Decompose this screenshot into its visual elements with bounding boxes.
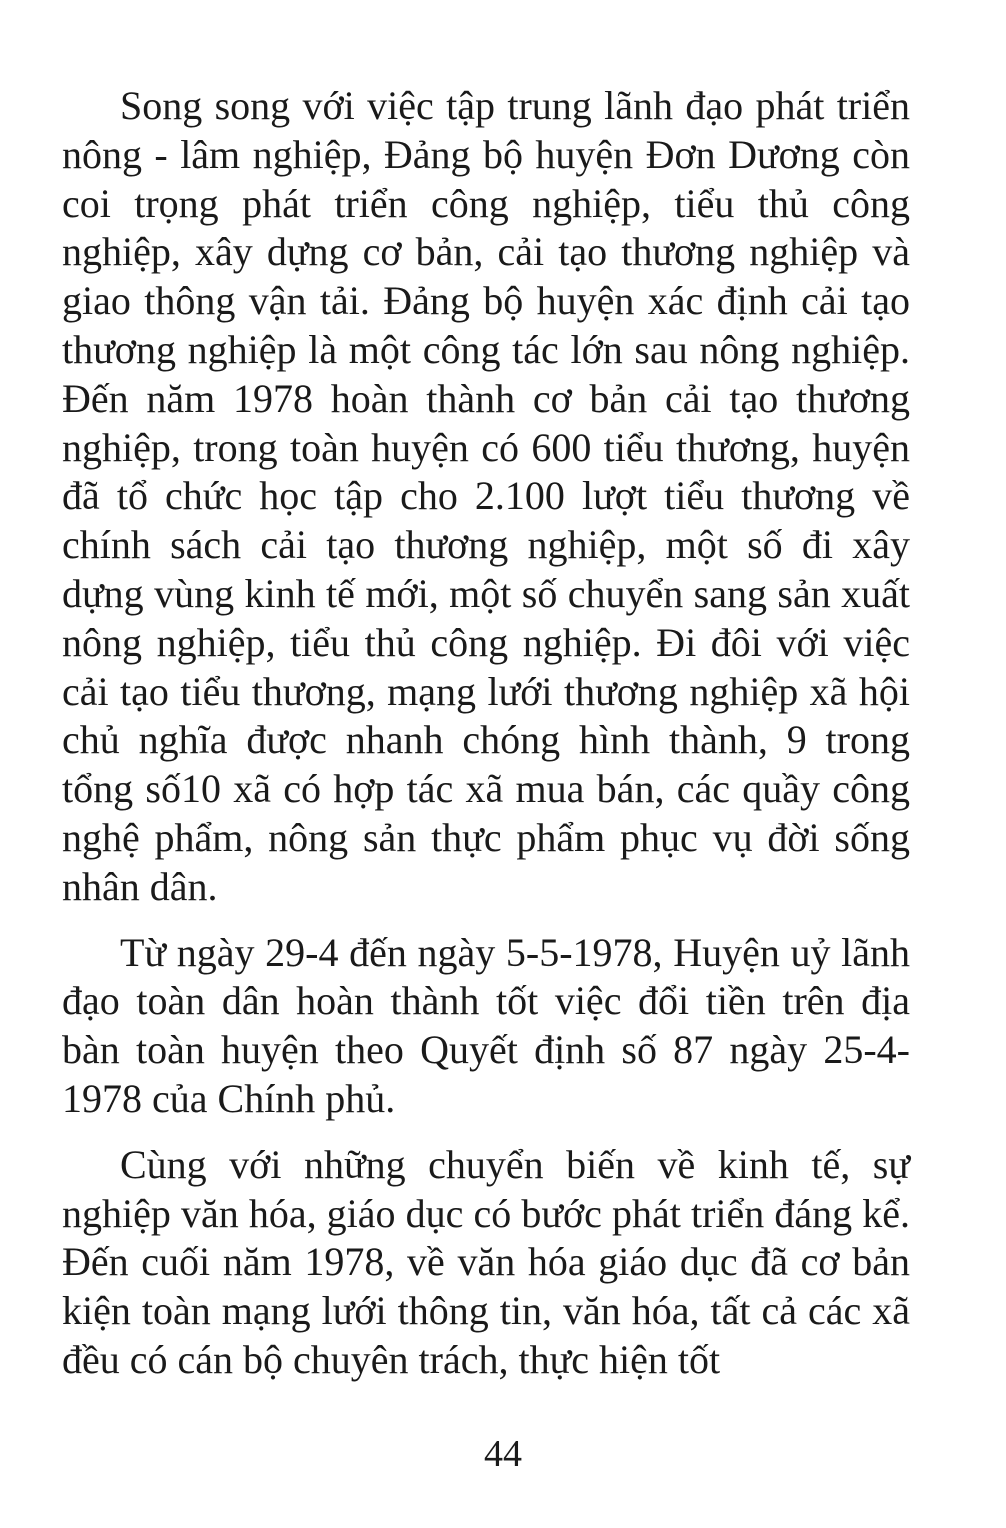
page-number: 44 [484,1433,522,1475]
paragraph-currency-exchange: Từ ngày 29-4 đến ngày 5-5-1978, Huyện uỷ lãnh đạo toàn dân hoàn thành tốt việc đổi tiền trên địa bàn toàn huyện theo Quyết định số 87 ngày 25-4-1978 của Chính phủ. [62,929,910,1121]
paragraph-culture-education: Cùng với những chuyển biến về kinh tế, sự nghiệp văn hóa, giáo dục có bước phát triển đáng kể. Đến cuối năm 1978, về văn hóa giáo dục đã cơ bản kiện toàn mạng lưới thông tin, văn hóa, tất cả các xã đều có cán bộ chuyên trách, thực hiện tốt [62,1141,910,1382]
paragraph-commerce-reform: Song song với việc tập trung lãnh đạo phát triển nông - lâm nghiệp, Đảng bộ huyện Đơn Dương còn coi trọng phát triển công nghiệp, tiểu thủ công nghiệp, xây dựng cơ bản, cải tạo thương nghiệp và giao thông vận tải. Đảng bộ huyện xác định cải tạo thương nghiệp là một công tác lớn sau nông nghiệp. Đến năm 1978 hoàn thành cơ bản cải tạo thương nghiệp, trong toàn huyện có 600 tiểu thương, huyện đã tổ chức học tập cho 2.100 lượt tiểu thương về chính sách cải tạo thương nghiệp, một số đi xây dựng vùng kinh tế mới, một số chuyển sang sản xuất nông nghiệp, tiểu thủ công nghiệp. Đi đôi với việc cải tạo tiểu thương, mạng lưới thương nghiệp xã hội chủ nghĩa được nhanh chóng hình thành, 9 trong tổng số10 xã có hợp tác xã mua bán, các quầy công nghệ phẩm, nông sản thực phẩm phục vụ đời sống nhân dân. [62,83,910,909]
page-body [62,82,910,1385]
